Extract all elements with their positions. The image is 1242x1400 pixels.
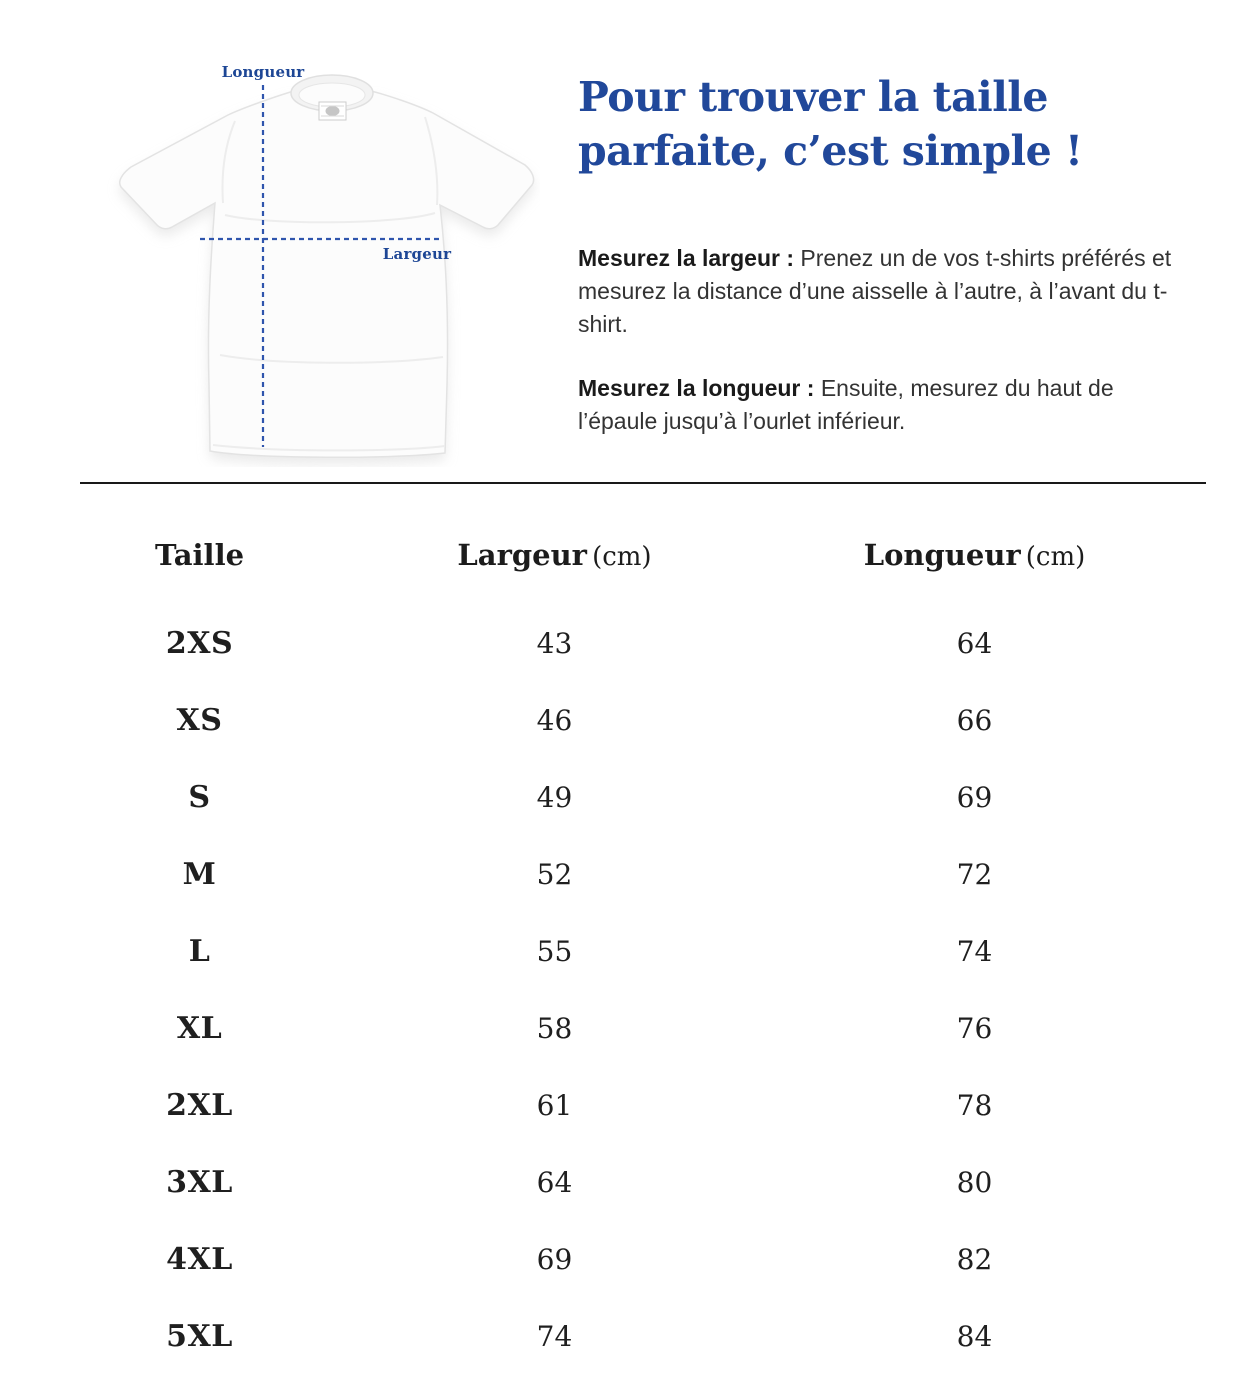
largeur-cell: 43 <box>536 627 573 660</box>
page-title-line1: Pour trouver la taille <box>578 73 1048 121</box>
size-cell: 2XS <box>165 626 234 661</box>
collar-tag <box>319 102 346 120</box>
longueur-cell: 74 <box>956 935 993 968</box>
instruction-step-lead: Mesurez la longueur : <box>578 375 815 401</box>
size-table-body <box>72 605 1172 1375</box>
table-row <box>72 990 1172 1067</box>
size-cell: XL <box>176 1011 223 1046</box>
longueur-cell: 78 <box>956 1089 993 1122</box>
size-cell: 4XL <box>166 1242 233 1277</box>
page-title-line2: parfaite, c’est simple ! <box>578 127 1083 175</box>
largeur-cell: 74 <box>536 1320 573 1353</box>
header-label: Largeur <box>457 538 587 572</box>
measurement-instructions <box>578 242 1178 469</box>
size-cell: S <box>188 780 211 815</box>
largeur-cell: 46 <box>536 704 573 737</box>
size-cell: 5XL <box>166 1319 233 1354</box>
section-divider <box>80 482 1206 484</box>
size-cell: 2XL <box>166 1088 233 1123</box>
size-table-header-cell <box>72 538 327 572</box>
size-table <box>72 505 1172 1375</box>
page-title <box>578 70 1178 178</box>
longueur-cell: 82 <box>956 1243 993 1276</box>
instruction-step <box>578 372 1178 438</box>
table-row <box>72 682 1172 759</box>
instruction-step-lead: Mesurez la largeur : <box>578 245 795 271</box>
longueur-cell: 69 <box>956 781 993 814</box>
size-table-header <box>72 505 1172 605</box>
table-row <box>72 1144 1172 1221</box>
size-guide-figure <box>95 55 540 467</box>
table-row <box>72 1067 1172 1144</box>
table-row <box>72 836 1172 913</box>
longueur-cell: 80 <box>956 1166 993 1199</box>
intro-section <box>578 70 1178 434</box>
longueur-cell: 76 <box>956 1012 993 1045</box>
size-cell: 3XL <box>166 1165 233 1200</box>
largeur-cell: 64 <box>536 1166 573 1199</box>
header-unit: (cm) <box>592 542 652 572</box>
largeur-cell: 52 <box>536 858 573 891</box>
instruction-step <box>578 242 1178 341</box>
largeur-cell: 61 <box>536 1089 573 1122</box>
largeur-cell: 55 <box>536 935 573 968</box>
largeur-cell: 49 <box>536 781 573 814</box>
size-cell: XS <box>176 703 223 738</box>
table-row <box>72 759 1172 836</box>
table-row <box>72 1221 1172 1298</box>
size-table-header-cell <box>782 538 1167 572</box>
size-cell: M <box>182 857 217 892</box>
size-table-header-cell <box>327 538 782 572</box>
longueur-cell: 64 <box>956 627 993 660</box>
table-row <box>72 605 1172 682</box>
longueur-cell: 66 <box>956 704 993 737</box>
longueur-label: Longueur <box>221 63 305 81</box>
table-row <box>72 1298 1172 1375</box>
longueur-cell: 84 <box>956 1320 993 1353</box>
largeur-label: Largeur <box>382 245 452 263</box>
table-row <box>72 913 1172 990</box>
header-label: Longueur <box>863 538 1021 572</box>
largeur-cell: 58 <box>536 1012 573 1045</box>
header-unit: (cm) <box>1025 542 1086 572</box>
instruction-step-text: Ensuite, mesurez du haut de l’épaule jusqu’à l’ourlet inférieur. <box>578 375 1114 434</box>
longueur-cell: 72 <box>956 858 993 891</box>
largeur-cell: 69 <box>536 1243 573 1276</box>
size-cell: L <box>188 934 211 969</box>
instruction-step-text: Prenez un de vos t-shirts préférés et mesurez la distance d’une aisselle à l’autre, à l’avant du t-shirt. <box>578 245 1172 337</box>
header-label: Taille <box>154 538 245 572</box>
tshirt-image <box>95 55 540 467</box>
